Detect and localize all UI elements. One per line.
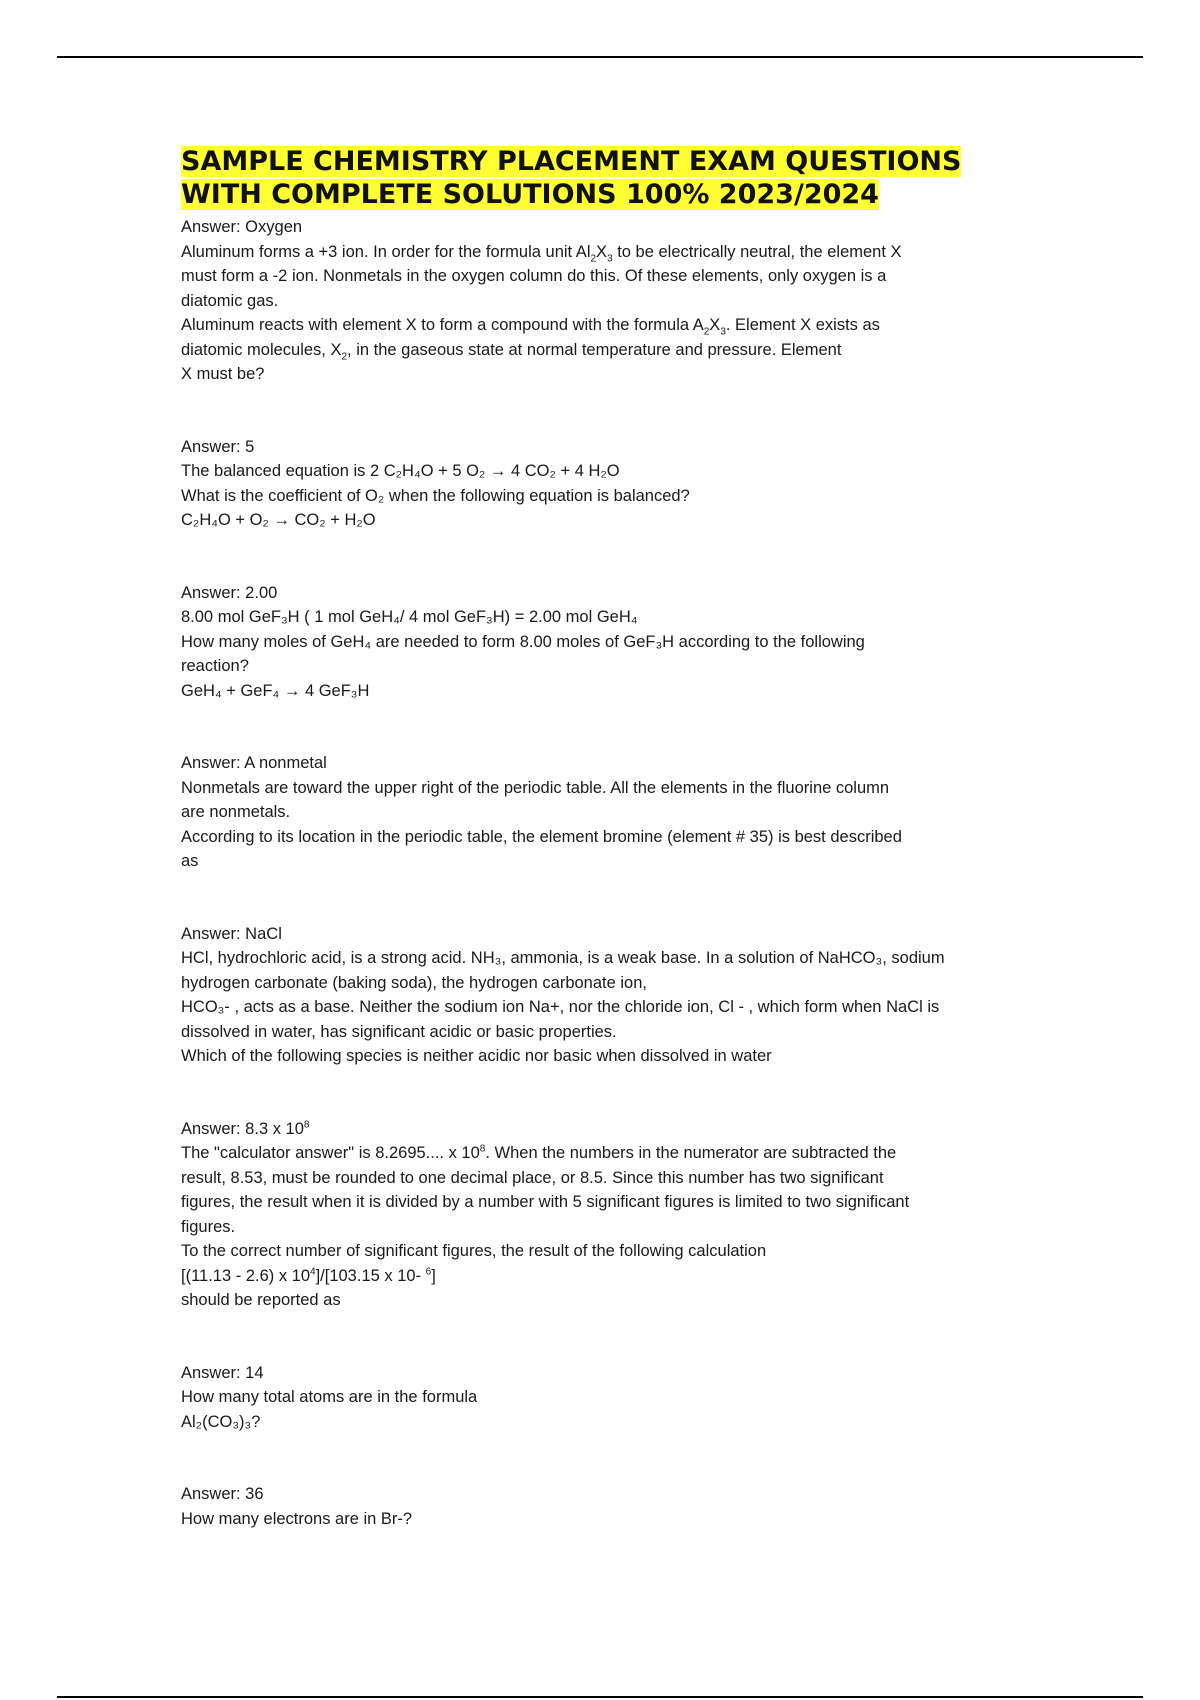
question-block-8 [181,1482,1021,1531]
question-block-6 [181,1117,1021,1313]
question-block-7 [181,1361,1021,1435]
question-block-1 [181,215,1021,387]
question-text: According to its location in the periodic table, the element bromine (element # 35) is best described [181,827,902,846]
answer: Answer: 14 [181,1363,264,1382]
question-block-5 [181,922,1021,1069]
answer: Answer: Oxygen [181,218,303,236]
question-text: X must be? [181,365,265,383]
explanation: The "calculator answer" is 8.2695.... x $10^8$. When the numbers in the numerator are subtracted the [181,1143,897,1162]
explanation: The balanced equation is 2 C₂H₄O + 5 O₂ → 4 CO₂ + 4 H₂O [181,462,620,480]
calculation: [(11.13 - 2.6) x $10^4]/[103.15$ x 10- $^6$] [181,1266,436,1285]
question-text: Aluminum reacts with element X to form a compound with the formula $A_2X_3$. Element X exists as [181,316,880,338]
explanation: diatomic gas. [181,291,279,310]
title-line-2: WITH COMPLETE SOLUTIONS 100% 2023/2024 [181,179,879,210]
question-text: How many electrons are in Br-? [181,1509,413,1528]
explanation: dissolved in water, has significant acidic or basic properties. [181,1022,617,1041]
explanation: HCl, hydrochloric acid, is a strong acid. NH₃, ammonia, is a weak base. In a solution of NaHCO₃, sodium [181,949,945,967]
equation: C₂H₄O + O₂ → CO₂ + H₂O [181,511,376,529]
question-text: reaction? [181,657,249,675]
top-rule [57,56,1143,58]
explanation: Aluminum forms a +3 ion. In order for the formula unit $Al_2X_3$ to be electrically neutral, the element X [181,242,902,264]
equation: GeH₄ + GeF₄ → 4 GeF₃H [181,681,370,700]
explanation: HCO₃- , acts as a base. Neither the sodium ion Na+, nor the chloride ion, Cl - , which form when NaCl is [181,998,940,1016]
explanation: must form a -2 ion. Nonmetals in the oxygen column do this. Of these elements, only oxygen is a [181,267,887,285]
answer: Answer: 36 [181,1485,264,1503]
question-text: as [181,852,199,870]
answer: Answer: A nonmetal [181,754,327,772]
document-body [181,145,1021,1579]
question-text: What is the coefficient of O₂ when the following equation is balanced? [181,486,690,505]
explanation: are nonmetals. [181,803,291,821]
answer: Answer: 2.00 [181,583,278,602]
question-block-3 [181,581,1021,704]
explanation: hydrogen carbonate (baking soda), the hydrogen carbonate ion, [181,973,647,992]
question-block-4 [181,751,1021,874]
question-text: diatomic molecules, $X_2$, in the gaseous state at normal temperature and pressure. Element [181,340,842,362]
explanation: Nonmetals are toward the upper right of the periodic table. All the elements in the fluorine column [181,778,890,797]
question-block-2 [181,435,1021,533]
question-text: Which of the following species is neither acidic nor basic when dissolved in water [181,1047,772,1065]
question-text: should be reported as [181,1291,341,1309]
question-text: To the correct number of significant figures, the result of the following calculation [181,1242,767,1260]
explanation: figures. [181,1217,236,1236]
title-line-1: SAMPLE CHEMISTRY PLACEMENT EXAM QUESTIONS [181,146,962,177]
question-text: How many moles of GeH₄ are needed to form 8.00 moles of GeF₃H according to the following [181,632,865,651]
explanation: result, 8.53, must be rounded to one decimal place, or 8.5. Since this number has two significant [181,1168,884,1187]
question-text: How many total atoms are in the formula [181,1388,478,1406]
answer: Answer: NaCl [181,924,282,943]
formula: Al₂(CO₃)₃? [181,1412,261,1431]
explanation: figures, the result when it is divided by a number with 5 significant figures is limited to two significant [181,1193,910,1211]
bottom-rule [57,1696,1143,1698]
answer: Answer: 5 [181,437,255,456]
document-title [181,145,1021,211]
explanation: 8.00 mol GeF₃H ( 1 mol GeH₄/ 4 mol GeF₃H) = 2.00 mol GeH₄ [181,608,638,626]
answer: Answer: 8.3 x $10^8$ [181,1119,310,1138]
